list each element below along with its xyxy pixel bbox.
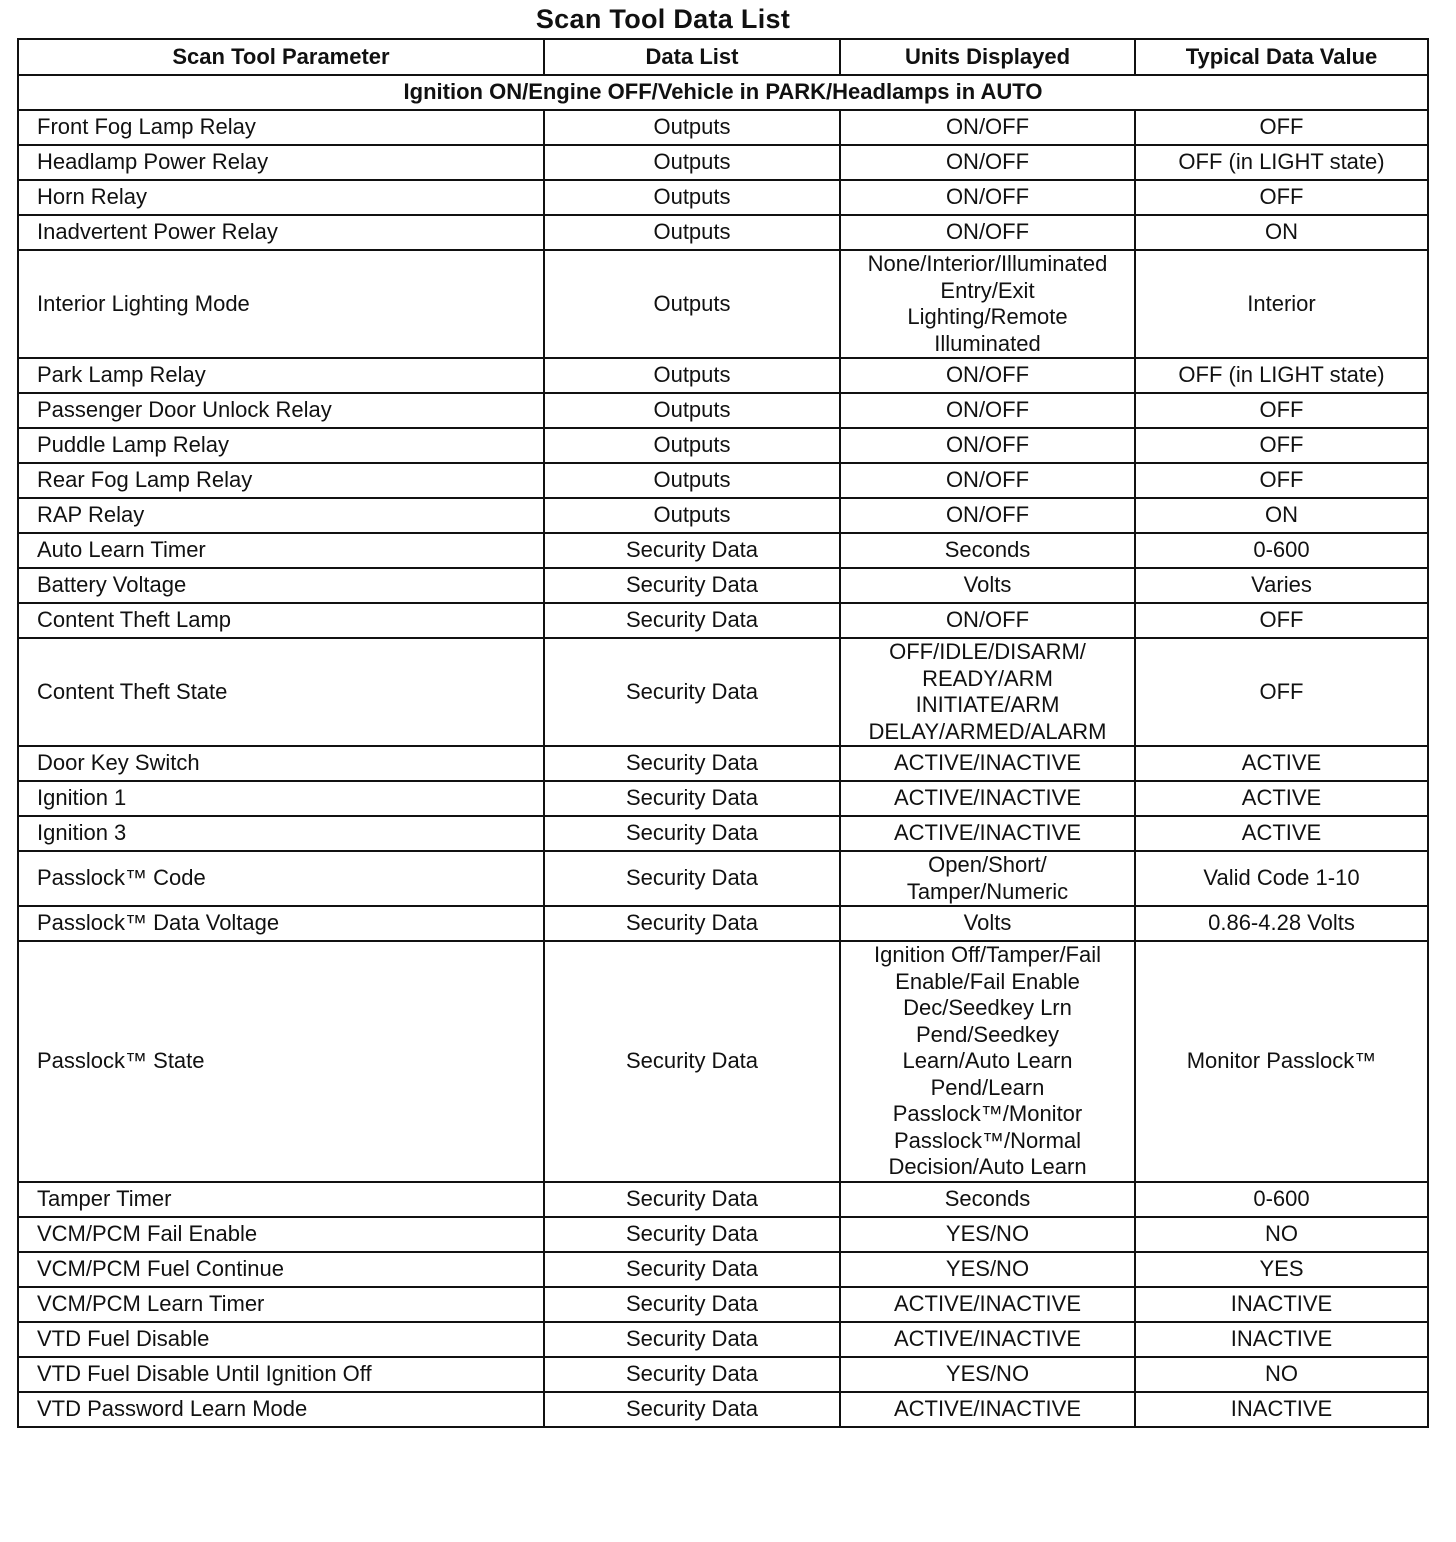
table-row: [18, 145, 1428, 180]
typical-value-cell: OFF: [1135, 428, 1428, 463]
units-cell: ON/OFF: [840, 358, 1135, 393]
table-row: [18, 498, 1428, 533]
data-list-cell: Outputs: [544, 428, 840, 463]
units-cell: ACTIVE/INACTIVE: [840, 781, 1135, 816]
data-list-cell: Outputs: [544, 393, 840, 428]
units-cell: ACTIVE/INACTIVE: [840, 1287, 1135, 1322]
typical-value-cell: OFF: [1135, 463, 1428, 498]
parameter-cell: Front Fog Lamp Relay: [18, 110, 544, 145]
data-list-cell: Security Data: [544, 781, 840, 816]
typical-value-cell: OFF (in LIGHT state): [1135, 145, 1428, 180]
parameter-cell: VCM/PCM Fuel Continue: [18, 1252, 544, 1287]
column-header-units: Units Displayed: [840, 39, 1135, 75]
table-row: [18, 851, 1428, 906]
table-row: [18, 1357, 1428, 1392]
table-row: [18, 1322, 1428, 1357]
typical-value-cell: NO: [1135, 1217, 1428, 1252]
table-row: [18, 215, 1428, 250]
parameter-cell: VTD Password Learn Mode: [18, 1392, 544, 1427]
units-cell: ON/OFF: [840, 393, 1135, 428]
parameter-cell: RAP Relay: [18, 498, 544, 533]
typical-value-cell: ON: [1135, 498, 1428, 533]
parameter-cell: Passlock™ Code: [18, 851, 544, 906]
parameter-cell: Passenger Door Unlock Relay: [18, 393, 544, 428]
typical-value-cell: Valid Code 1-10: [1135, 851, 1428, 906]
units-cell: ACTIVE/INACTIVE: [840, 746, 1135, 781]
typical-value-cell: OFF (in LIGHT state): [1135, 358, 1428, 393]
table-row: [18, 358, 1428, 393]
typical-value-cell: Interior: [1135, 250, 1428, 358]
data-list-cell: Outputs: [544, 215, 840, 250]
table-row: [18, 1217, 1428, 1252]
units-cell: Open/Short/ Tamper/Numeric: [840, 851, 1135, 906]
table-row: [18, 816, 1428, 851]
typical-value-cell: INACTIVE: [1135, 1392, 1428, 1427]
units-cell: ON/OFF: [840, 603, 1135, 638]
data-list-cell: Security Data: [544, 1392, 840, 1427]
typical-value-cell: ACTIVE: [1135, 746, 1428, 781]
parameter-cell: VTD Fuel Disable Until Ignition Off: [18, 1357, 544, 1392]
typical-value-cell: INACTIVE: [1135, 1287, 1428, 1322]
parameter-cell: VCM/PCM Fail Enable: [18, 1217, 544, 1252]
units-cell: Volts: [840, 906, 1135, 941]
typical-value-cell: OFF: [1135, 110, 1428, 145]
typical-value-cell: OFF: [1135, 393, 1428, 428]
data-list-cell: Outputs: [544, 250, 840, 358]
data-list-cell: Outputs: [544, 180, 840, 215]
units-cell: ON/OFF: [840, 145, 1135, 180]
table-row: [18, 393, 1428, 428]
parameter-cell: Content Theft State: [18, 638, 544, 746]
parameter-cell: Inadvertent Power Relay: [18, 215, 544, 250]
parameter-cell: Ignition 3: [18, 816, 544, 851]
typical-value-cell: ACTIVE: [1135, 781, 1428, 816]
data-list-cell: Security Data: [544, 1252, 840, 1287]
data-list-cell: Outputs: [544, 358, 840, 393]
typical-value-cell: INACTIVE: [1135, 1322, 1428, 1357]
typical-value-cell: 0-600: [1135, 533, 1428, 568]
data-list-cell: Security Data: [544, 533, 840, 568]
units-cell: ON/OFF: [840, 498, 1135, 533]
units-cell: ACTIVE/INACTIVE: [840, 816, 1135, 851]
data-list-cell: Security Data: [544, 816, 840, 851]
units-cell: ON/OFF: [840, 180, 1135, 215]
parameter-cell: Content Theft Lamp: [18, 603, 544, 638]
units-cell: Seconds: [840, 1182, 1135, 1217]
data-list-cell: Security Data: [544, 1322, 840, 1357]
table-row: [18, 1182, 1428, 1217]
parameter-cell: Rear Fog Lamp Relay: [18, 463, 544, 498]
table-row: [18, 1252, 1428, 1287]
units-cell: ON/OFF: [840, 110, 1135, 145]
units-cell: ACTIVE/INACTIVE: [840, 1392, 1135, 1427]
data-list-cell: Outputs: [544, 463, 840, 498]
data-list-cell: Outputs: [544, 498, 840, 533]
data-list-cell: Security Data: [544, 1287, 840, 1322]
table-row: [18, 746, 1428, 781]
data-list-cell: Security Data: [544, 906, 840, 941]
parameter-cell: Tamper Timer: [18, 1182, 544, 1217]
scan-tool-data-table: [17, 38, 1429, 1428]
data-list-cell: Security Data: [544, 1182, 840, 1217]
parameter-cell: Park Lamp Relay: [18, 358, 544, 393]
parameter-cell: Door Key Switch: [18, 746, 544, 781]
table-row: [18, 463, 1428, 498]
test-condition: Ignition ON/Engine OFF/Vehicle in PARK/Headlamps in AUTO: [18, 75, 1428, 110]
table-row: [18, 1287, 1428, 1322]
units-cell: YES/NO: [840, 1357, 1135, 1392]
parameter-cell: Interior Lighting Mode: [18, 250, 544, 358]
typical-value-cell: 0.86-4.28 Volts: [1135, 906, 1428, 941]
units-cell: YES/NO: [840, 1252, 1135, 1287]
units-cell: ON/OFF: [840, 215, 1135, 250]
table-row: [18, 781, 1428, 816]
typical-value-cell: OFF: [1135, 638, 1428, 746]
units-cell: Volts: [840, 568, 1135, 603]
table-row: [18, 1392, 1428, 1427]
parameter-cell: Ignition 1: [18, 781, 544, 816]
parameter-cell: VTD Fuel Disable: [18, 1322, 544, 1357]
units-cell: ON/OFF: [840, 463, 1135, 498]
condition-row: [18, 75, 1428, 110]
typical-value-cell: OFF: [1135, 603, 1428, 638]
column-header-parameter: Scan Tool Parameter: [18, 39, 544, 75]
table-row: [18, 110, 1428, 145]
column-header-data-list: Data List: [544, 39, 840, 75]
data-list-cell: Outputs: [544, 110, 840, 145]
typical-value-cell: ACTIVE: [1135, 816, 1428, 851]
units-cell: ACTIVE/INACTIVE: [840, 1322, 1135, 1357]
table-row: [18, 941, 1428, 1182]
data-list-cell: Security Data: [544, 568, 840, 603]
parameter-cell: Battery Voltage: [18, 568, 544, 603]
column-header-typical-value: Typical Data Value: [1135, 39, 1428, 75]
units-cell: Seconds: [840, 533, 1135, 568]
units-cell: Ignition Off/Tamper/Fail Enable/Fail Enable Dec/Seedkey Lrn Pend/Seedkey Learn/Auto Learn Pend/Learn Passlock™/Monitor Passlock™/Normal Decision/Auto Learn: [840, 941, 1135, 1182]
typical-value-cell: Varies: [1135, 568, 1428, 603]
document-title: Scan Tool Data List: [535, 4, 791, 34]
parameter-cell: Passlock™ State: [18, 941, 544, 1182]
data-list-cell: Security Data: [544, 851, 840, 906]
units-cell: None/Interior/Illuminated Entry/Exit Lighting/Remote Illuminated: [840, 250, 1135, 358]
units-cell: ON/OFF: [840, 428, 1135, 463]
typical-value-cell: 0-600: [1135, 1182, 1428, 1217]
header-row: [18, 39, 1428, 75]
data-list-cell: Security Data: [544, 1357, 840, 1392]
table-row: [18, 428, 1428, 463]
units-cell: YES/NO: [840, 1217, 1135, 1252]
table-row: [18, 533, 1428, 568]
table-row: [18, 603, 1428, 638]
table-row: [18, 638, 1428, 746]
parameter-cell: Passlock™ Data Voltage: [18, 906, 544, 941]
data-list-cell: Security Data: [544, 746, 840, 781]
parameter-cell: Puddle Lamp Relay: [18, 428, 544, 463]
typical-value-cell: NO: [1135, 1357, 1428, 1392]
data-list-cell: Outputs: [544, 145, 840, 180]
units-cell: OFF/IDLE/DISARM/ READY/ARM INITIATE/ARM DELAY/ARMED/ALARM: [840, 638, 1135, 746]
data-list-cell: Security Data: [544, 941, 840, 1182]
typical-value-cell: OFF: [1135, 180, 1428, 215]
parameter-cell: Auto Learn Timer: [18, 533, 544, 568]
data-list-cell: Security Data: [544, 638, 840, 746]
typical-value-cell: YES: [1135, 1252, 1428, 1287]
table-row: [18, 568, 1428, 603]
table-row: [18, 906, 1428, 941]
parameter-cell: Horn Relay: [18, 180, 544, 215]
table-row: [18, 180, 1428, 215]
parameter-cell: VCM/PCM Learn Timer: [18, 1287, 544, 1322]
typical-value-cell: ON: [1135, 215, 1428, 250]
data-list-cell: Security Data: [544, 1217, 840, 1252]
table-row: [18, 250, 1428, 358]
typical-value-cell: Monitor Passlock™: [1135, 941, 1428, 1182]
parameter-cell: Headlamp Power Relay: [18, 145, 544, 180]
data-list-cell: Security Data: [544, 603, 840, 638]
